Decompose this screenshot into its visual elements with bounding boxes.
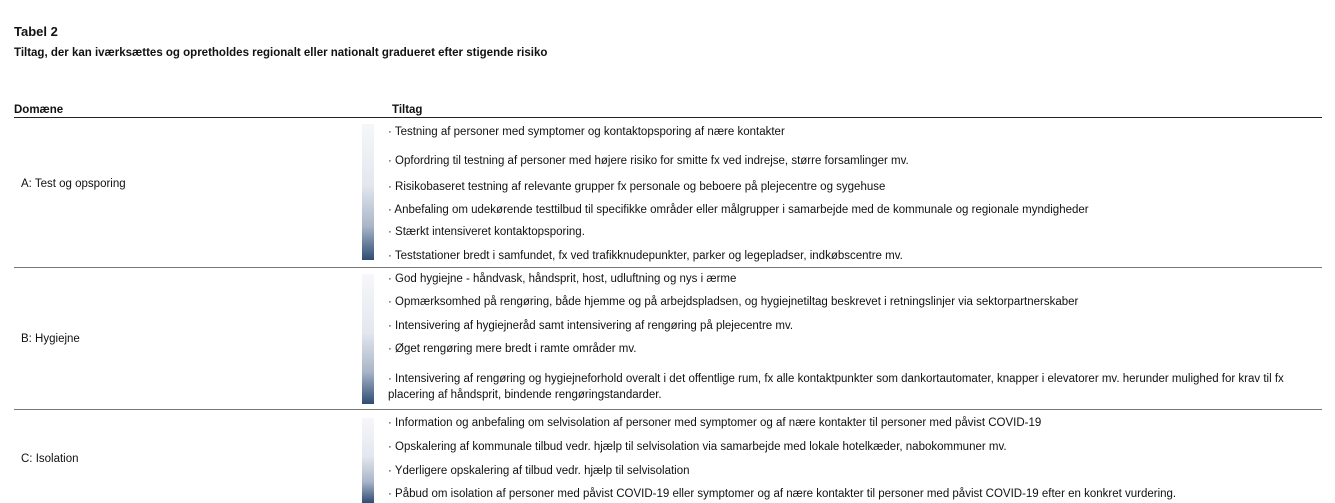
domain-label: C: Isolation (21, 453, 79, 465)
section-isolation (14, 410, 1322, 503)
section-test-og-opsporing (14, 118, 1322, 268)
table-title: Tiltag, der kan iværksættes og opretholdes regionalt eller nationalt gradueret efter stigende risiko (14, 47, 548, 59)
measure-item: · Testning af personer med symptomer og kontaktopsporing af nære kontakter (388, 126, 785, 138)
risk-gradient-bar (362, 418, 374, 503)
column-header-domain: Domæne (14, 104, 64, 116)
domain-label: A: Test og opsporing (21, 178, 126, 190)
section-hygiejne (14, 268, 1322, 410)
measure-item: · God hygiejne - håndvask, håndsprit, host, udluftning og nys i ærme (388, 273, 737, 285)
measure-item: · Information og anbefaling om selvisolation af personer med symptomer og af nære kontakter til personer med påvist COVID-19 (388, 417, 1042, 429)
domain-label: B: Hygiejne (21, 333, 80, 345)
measure-item: · Risikobaseret testning af relevante grupper fx personale og beboere på plejecentre og sygehuse (388, 181, 886, 193)
column-header-measures: Tiltag (392, 104, 423, 116)
measure-item: · Teststationer bredt i samfundet, fx ved trafikknudepunkter, parker og legepladser, indkøbscentre mv. (388, 250, 903, 262)
measure-item: · Anbefaling om udekørende testtilbud til specifikke områder eller målgrupper i samarbejde med de kommunale og regionale myndigheder (388, 204, 1089, 216)
measure-item: · Opskalering af kommunale tilbud vedr. hjælp til selvisolation via samarbejde med lokale hotelkæder, nabokommuner mv. (388, 441, 1007, 453)
measure-item: · Intensivering af hygiejneråd samt intensivering af rengøring på plejecentre mv. (388, 320, 794, 332)
measure-item: · Opfordring til testning af personer med højere risiko for smitte fx ved indrejse, større forsamlinger mv. (388, 155, 909, 167)
measure-item: · Øget rengøring mere bredt i ramte områder mv. (388, 343, 637, 355)
measure-item: · Påbud om isolation af personer med påvist COVID-19 eller symptomer og af nære kontakter til personer med påvist COVID-19 efter en konkret vurdering. (388, 488, 1177, 500)
measure-item: · Yderligere opskalering af tilbud vedr. hjælp til selvisolation (388, 465, 690, 477)
measure-item: · Intensivering af rengøring og hygiejneforhold overalt i det offentlige rum, fx alle kontaktpunkter som dankortautomater, knapper i elevatorer mv. herunder mulighed for krav til fx placering af håndsprit, bindende rengøringstandarder. (388, 373, 1284, 401)
risk-gradient-bar (362, 124, 374, 260)
table-label: Tabel 2 (14, 24, 58, 39)
risk-gradient-bar (362, 274, 374, 404)
measure-item: · Stærkt intensiveret kontaktopsporing. (388, 226, 585, 238)
measure-item: · Opmærksomhed på rengøring, både hjemme og på arbejdspladsen, og hygiejnetiltag beskrevet i retningslinjer via sektorpartnerskaber (388, 296, 1079, 308)
